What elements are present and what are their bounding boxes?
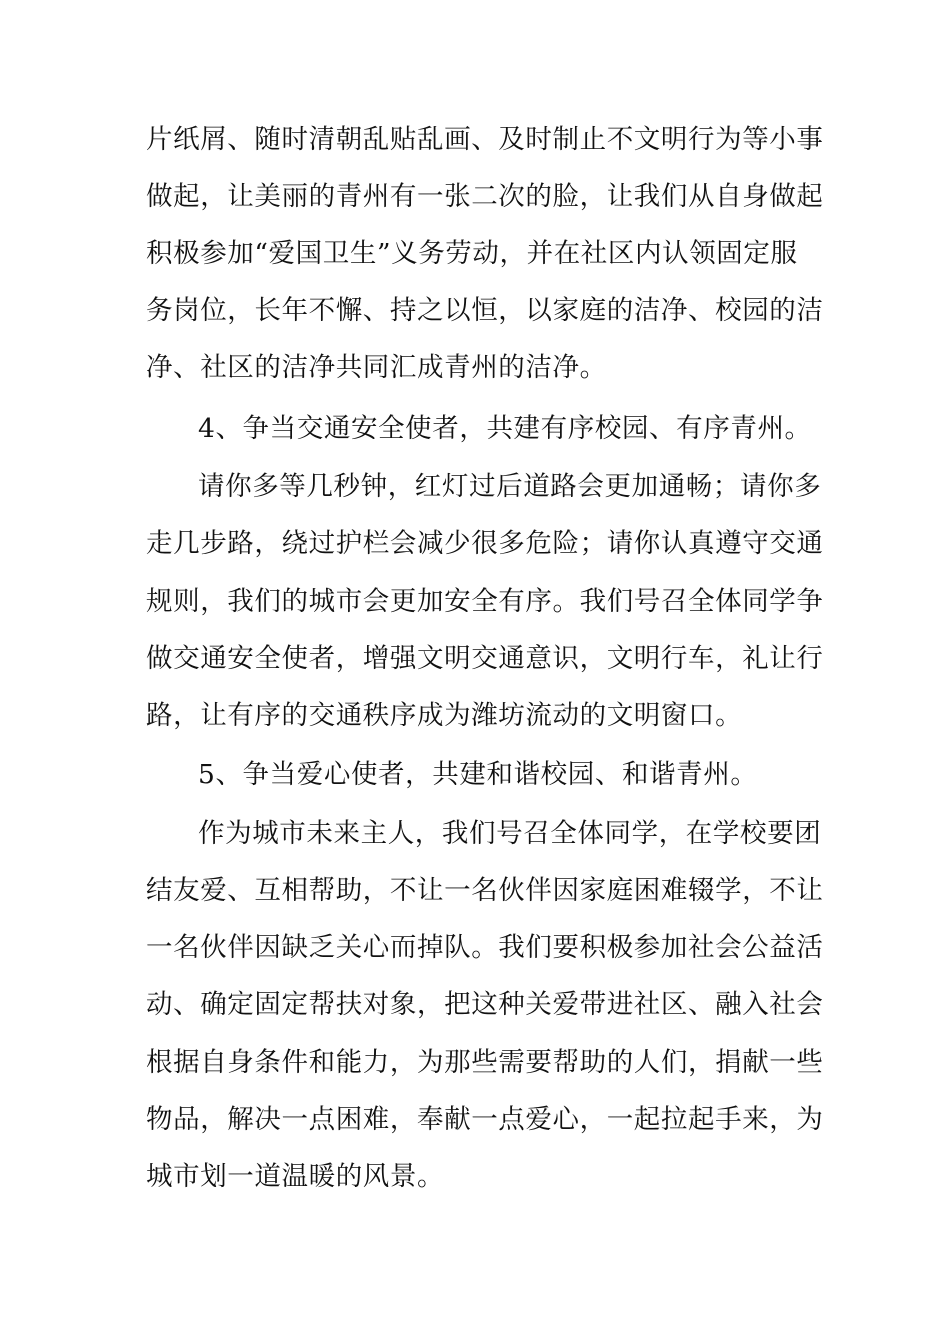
text-line: 结友爱、互相帮助，不让一名伙伴因家庭困难辍学，不让 xyxy=(146,875,824,906)
section-heading: 4、争当交通安全使者，共建有序校园、有序青州。 xyxy=(198,413,812,444)
text-line: 务岗位，长年不懈、持之以恒，以家庭的洁净、校园的洁 xyxy=(146,295,824,326)
text-line: 走几步路，绕过护栏会减少很多危险；请你认真遵守交通 xyxy=(146,528,824,559)
text-line: 路，让有序的交通秩序成为潍坊流动的文明窗口。 xyxy=(146,700,743,731)
text-line: 物品，解决一点困难，奉献一点爱心，一起拉起手来，为 xyxy=(146,1104,824,1135)
text-line: 动、确定固定帮扶对象，把这种关爱带进社区、融入社会 xyxy=(146,989,824,1020)
section-heading: 5、争当爱心使者，共建和谐校园、和谐青州。 xyxy=(198,759,758,790)
text-line: 作为城市未来主人，我们号召全体同学，在学校要团 xyxy=(198,818,822,849)
text-line: 净、社区的洁净共同汇成青州的洁净。 xyxy=(146,352,607,383)
text-line: 积极参加“爱国卫生”义务劳动，并在社区内认领固定服 xyxy=(146,238,798,269)
text-line: 做起，让美丽的青州有一张二次的脸，让我们从自身做起 xyxy=(146,181,824,212)
text-line: 片纸屑、随时清朝乱贴乱画、及时制止不文明行为等小事 xyxy=(146,124,824,155)
text-line: 规则，我们的城市会更加安全有序。我们号召全体同学争 xyxy=(146,586,824,617)
text-line: 请你多等几秒钟，红灯过后道路会更加通畅；请你多 xyxy=(198,471,822,502)
text-line: 做交通安全使者，增强文明交通意识，文明行车，礼让行 xyxy=(146,643,824,674)
text-line: 一名伙伴因缺乏关心而掉队。我们要积极参加社会公益活 xyxy=(146,932,824,963)
text-line: 根据自身条件和能力，为那些需要帮助的人们，捐献一些 xyxy=(146,1047,824,1078)
text-line: 城市划一道温暖的风景。 xyxy=(146,1161,445,1192)
